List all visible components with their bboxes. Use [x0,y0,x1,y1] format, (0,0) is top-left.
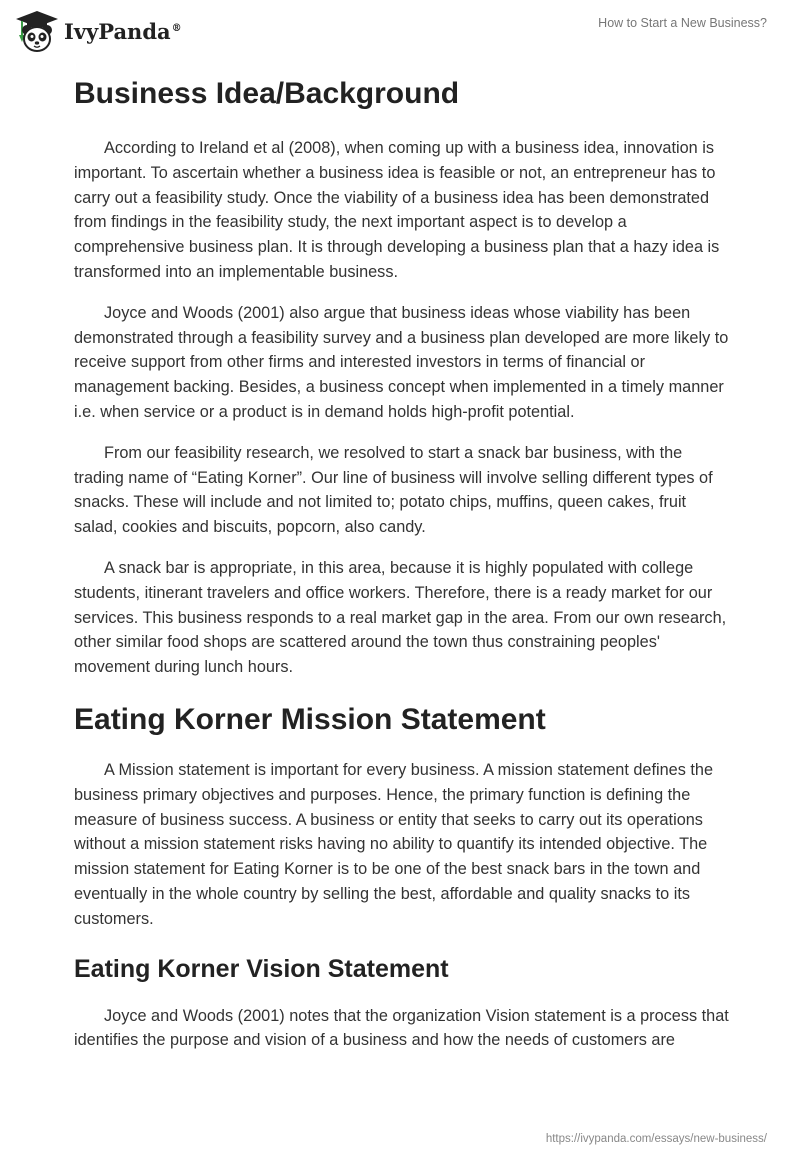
ivypanda-logo[interactable] [14,8,182,54]
essay-content [74,70,730,1053]
section-heading-background: Business Idea/Background [74,77,460,110]
paragraph: A Mission statement is important for every business. A mission statement defines the business primary objectives and purposes. Hence, the primary function is defining the measure of business success. A business or entity that seeks to carry out its operations without a mission statement risks having no ability to quantify its intended objective. The mission statement for Eating Korner is to be one of the best snack bars in the town and eventually in the whole country by selling the best, affordable and quality snacks to its customers. [74,760,714,928]
section-heading-vision: Eating Korner Vision Statement [74,954,449,983]
panda-graduate-icon [14,8,60,54]
paragraph: From our feasibility research, we resolved to start a snack bar business, with the trading name of “Eating Korner”. Our line of business will involve selling different types of snacks. These will include and not limited to; potato chips, muffins, queen cakes, fruit salad, cookies and biscuits, popcorn, also candy. [74,443,713,537]
paragraph: A snack bar is appropriate, in this area, because it is highly populated with college students, itinerant travelers and office workers. Therefore, there is a ready market for our services. This business responds to a real market gap in the area. From our own research, other similar food shops are scattered around the town thus constraining peoples' movement during lunch hours. [74,558,727,677]
paragraph: According to Ireland et al (2008), when coming up with a business idea, innovation is important. To ascertain whether a business idea is feasible or not, an entrepreneur has to carry out a feasibility study. Once the viability of a business idea has been demonstrated from findings in the feasibility study, the next important aspect is to develop a comprehensive business plan. It is through developing a business plan that a hazy idea is transformed into an implementable business. [74,139,720,281]
document-title: How to Start a New Business? [598,16,767,30]
paragraph: Joyce and Woods (2001) notes that the organization Vision statement is a process that identifies the purpose and vision of a business and how the needs of customers are [74,1006,729,1050]
section-heading-mission: Eating Korner Mission Statement [74,702,546,736]
page-header [0,0,800,64]
footer-url[interactable]: https://ivypanda.com/essays/new-business/ [545,1133,767,1145]
brand-name: IvyPanda® [64,18,182,44]
paragraph: Joyce and Woods (2001) also argue that business ideas whose viability has been demonstrated through a feasibility survey and a business plan developed are more likely to receive support from other firms and interested investors in terms of financial or management backing. Besides, a business concept when implemented in a timely manner i.e. when service or a product is in demand holds high-profit potential. [74,303,729,421]
